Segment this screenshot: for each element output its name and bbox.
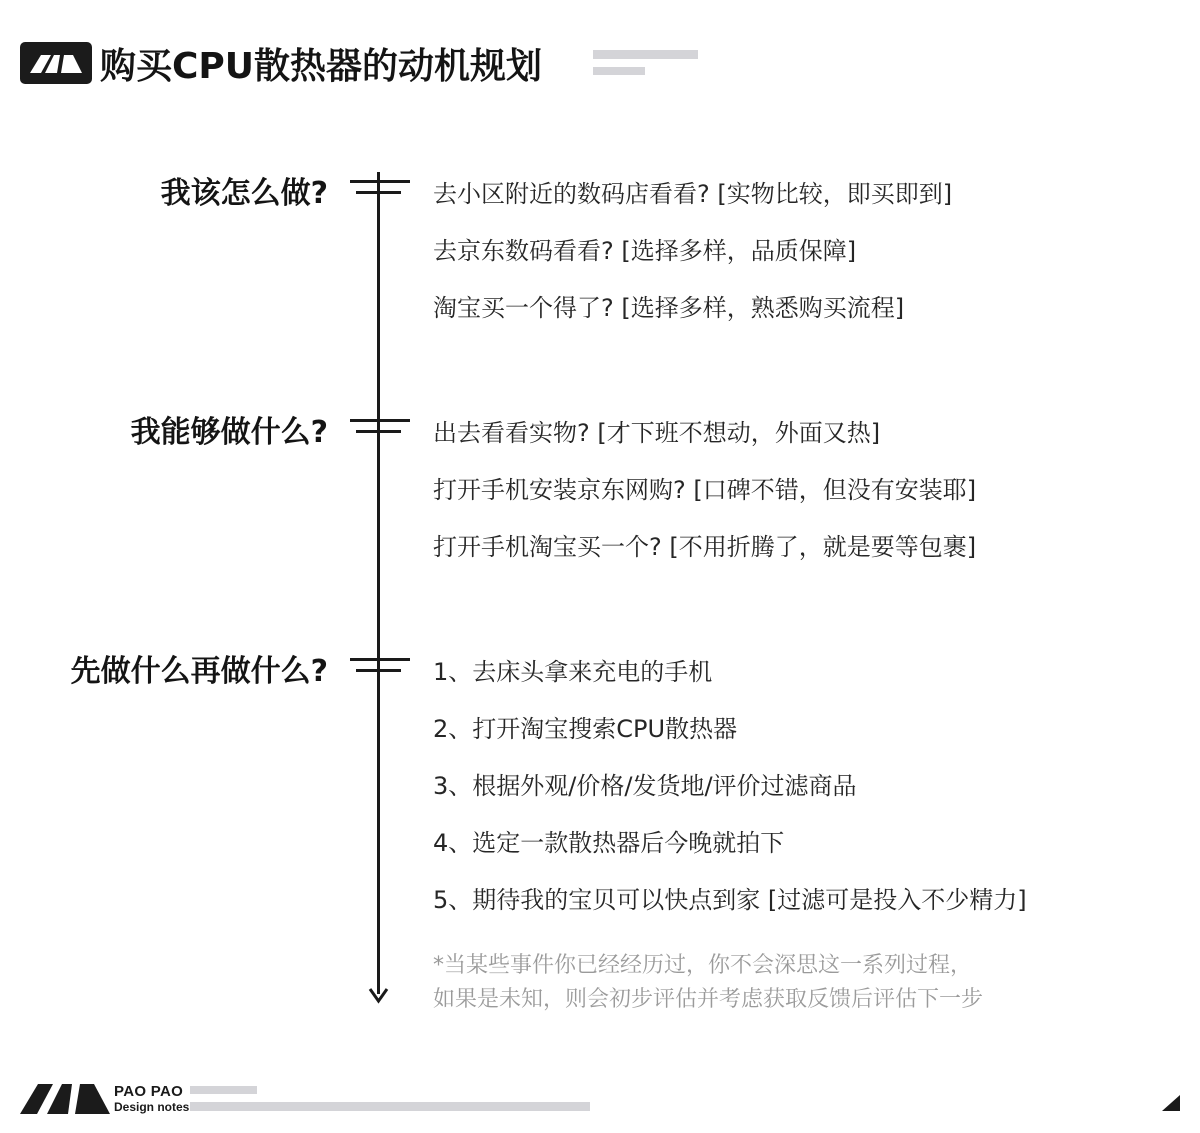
list-item: 淘宝买一个得了? [选择多样，熟悉购买流程]	[433, 294, 905, 322]
footnote-line: 如果是未知，则会初步评估并考虑获取反馈后评估下一步	[433, 987, 984, 1012]
footer-decoration-bar	[190, 1086, 257, 1094]
timeline-tick	[350, 180, 410, 183]
timeline-axis	[377, 172, 380, 994]
footer-brand-subtitle: Design notes	[114, 1100, 190, 1114]
header-logo-icon	[20, 42, 92, 84]
list-item: 去京东数码看看? [选择多样，品质保障]	[433, 237, 857, 265]
section-question: 我该怎么做?	[160, 176, 328, 211]
corner-triangle-icon	[1162, 1095, 1180, 1111]
list-item: 4、选定一款散热器后今晚就拍下	[433, 829, 785, 857]
timeline-tick	[356, 669, 401, 672]
list-item: 3、根据外观/价格/发货地/评价过滤商品	[433, 772, 857, 800]
timeline-tick	[350, 658, 410, 661]
timeline-tick	[350, 419, 410, 422]
title-decoration-bar	[593, 50, 698, 59]
timeline-tick	[356, 191, 401, 194]
pao-pao-logo-icon	[20, 1082, 110, 1114]
list-item: 打开手机安装京东网购? [口碑不错，但没有安装耶]	[433, 476, 977, 504]
list-item: 去小区附近的数码店看看? [实物比较，即买即到]	[433, 180, 953, 208]
list-item: 2、打开淘宝搜索CPU散热器	[433, 715, 738, 743]
list-item: 出去看看实物? [才下班不想动，外面又热]	[433, 419, 881, 447]
list-item: 1、去床头拿来充电的手机	[433, 658, 713, 686]
footer-brand-name: PAO PAO	[114, 1083, 184, 1100]
arrow-down-icon	[368, 985, 389, 1005]
page-title: 购买CPU散热器的动机规划	[100, 46, 543, 87]
list-item: 打开手机淘宝买一个? [不用折腾了，就是要等包裹]	[433, 533, 977, 561]
list-item: 5、期待我的宝贝可以快点到家 [过滤可是投入不少精力]	[433, 886, 1027, 914]
footer-decoration-bar	[190, 1102, 590, 1111]
timeline-tick	[356, 430, 401, 433]
footnote-line: *当某些事件你已经经历过，你不会深思这一系列过程，	[433, 953, 973, 978]
title-decoration-bar	[593, 67, 645, 75]
section-question: 我能够做什么?	[130, 415, 328, 450]
section-question: 先做什么再做什么?	[70, 654, 328, 689]
